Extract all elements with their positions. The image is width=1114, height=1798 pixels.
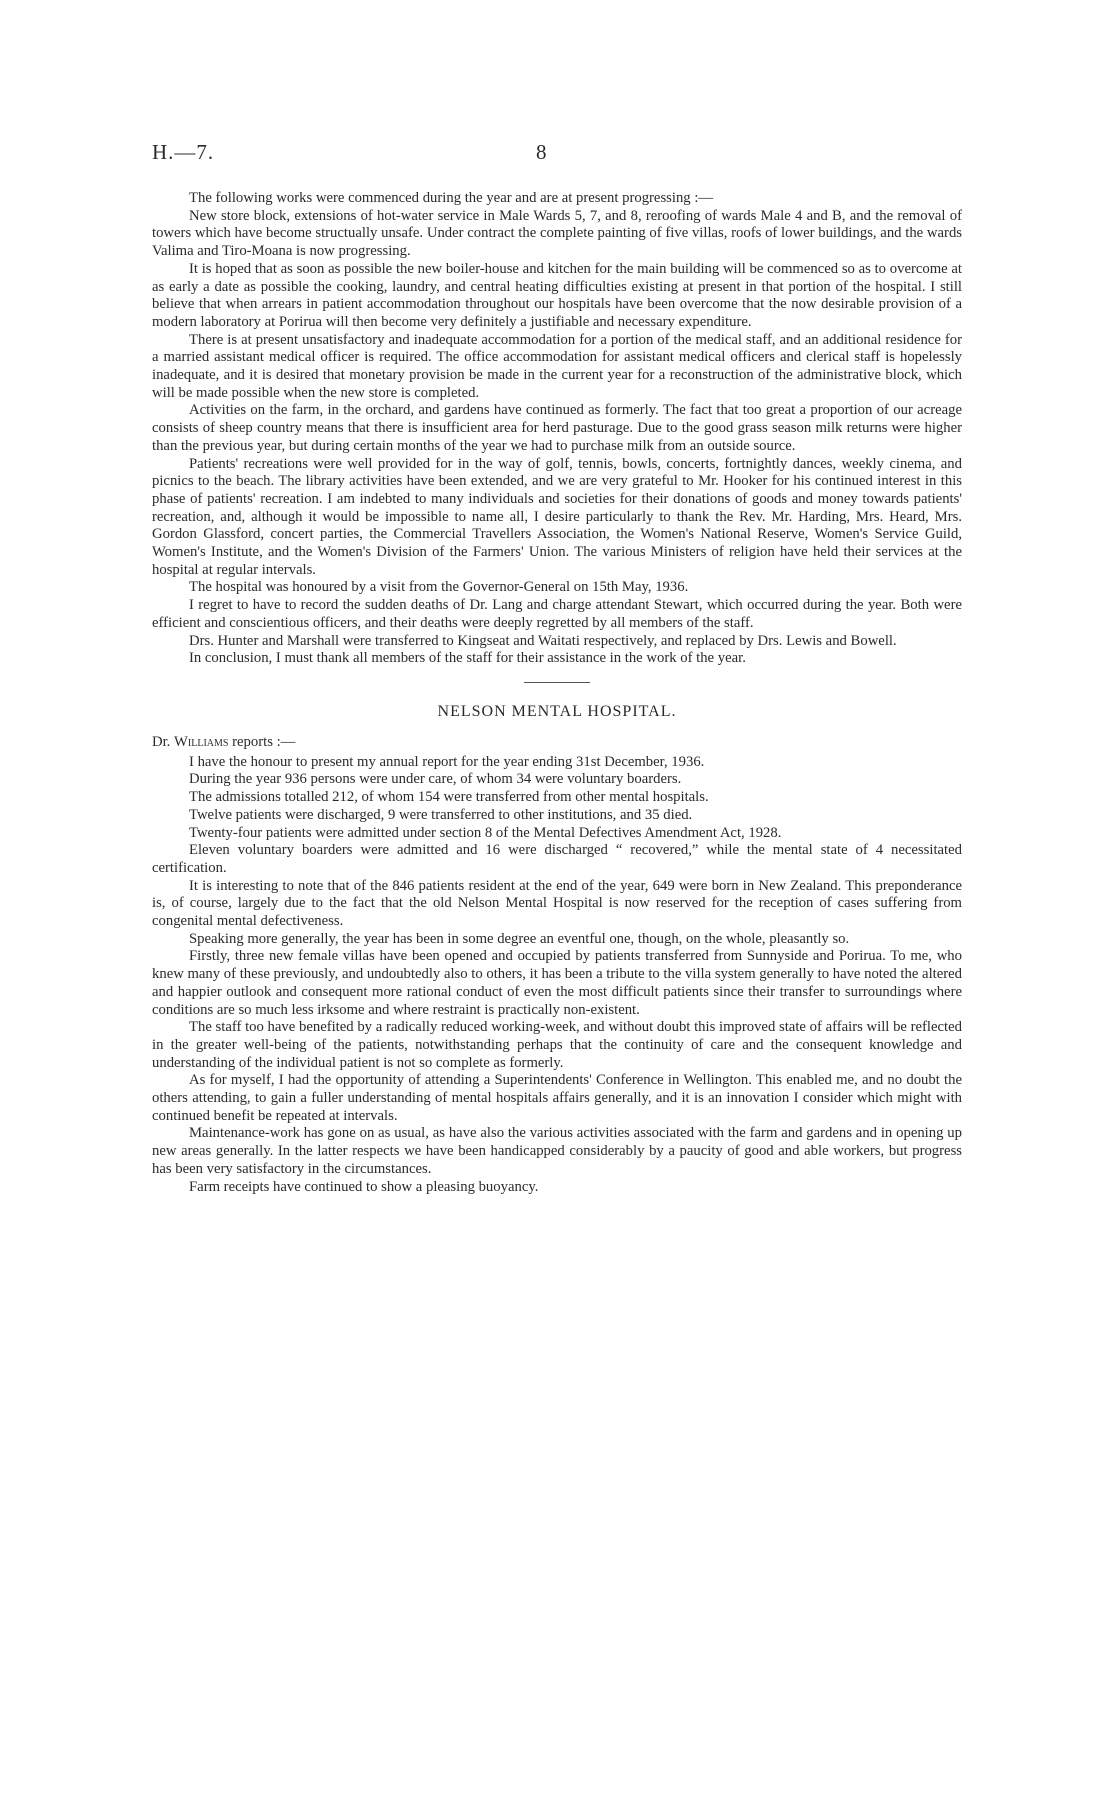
paragraph: The staff too have benefited by a radically reduced working-week, and without doubt this improved state of affairs will be reflected in the greater well-being of the patients, notwithstanding perhaps that the continuity of care and the consequent knowledge and understanding of the individual patient is not so complete as formerly. <box>152 1019 962 1071</box>
paragraph: Eleven voluntary boarders were admitted and 16 were discharged “ recovered,” while the mental state of 4 necessitated certification. <box>152 842 962 876</box>
paragraph: The admissions totalled 212, of whom 154 were transferred from other mental hospitals. <box>189 789 709 806</box>
paragraph: New store block, extensions of hot-water service in Male Wards 5, 7, and 8, reroofing of wards Male 4 and B, and the removal of towers which have become structually unsafe. Under contract the complete painting of five villas, roofs of lower buildings, and the wards Valima and Tiro-Moana is now progressing. <box>152 207 962 260</box>
paragraph: It is hoped that as soon as possible the new boiler-house and kitchen for the main building will be commenced so as to overcome at as early a date as possible the cooking, laundry, and central heating difficulties existing at present in that portion of the hospital. I still believe that when arrears in patient accommodation throughout our hospitals have been overcome that the now desirable provision of a modern laboratory at Porirua will then become very definitely a justifiable and necessary expenditure. <box>152 260 962 330</box>
paragraph: Activities on the farm, in the orchard, and gardens have continued as formerly. The fact that too great a proportion of our acreage consists of sheep country means that there is insufficient area for herd pasturage. Due to the good grass season milk returns were higher than the previous year, but during certain months of the year we had to purchase milk from an outside source. <box>152 402 962 454</box>
section-divider <box>524 682 590 683</box>
paragraph: Twenty-four patients were admitted under section 8 of the Mental Defectives Amendment Act, 1928. <box>189 824 782 841</box>
page-number: 8 <box>536 140 547 164</box>
reporter-suffix: reports :— <box>228 733 296 750</box>
document-reference: H.—7. <box>152 140 215 164</box>
paragraph: I have the honour to present my annual report for the year ending 31st December, 1936. <box>189 753 705 770</box>
paragraph: The hospital was honoured by a visit from the Governor-General on 15th May, 1936. <box>189 579 689 596</box>
paragraph: Patients' recreations were well provided for in the way of golf, tennis, bowls, concerts, fortnightly dances, weekly cinema, and picnics to the beach. The library activities have been extended, and we are very grateful to Mr. Hooker for his continued interest in this phase of patients' recreation. I am indebted to many individuals and societies for their donations of goods and money towards patients' recreation, and, although it would be impossible to name all, I desire particularly to thank the Rev. Mr. Harding, Mrs. Heard, Mrs. Gordon Glassford, concert parties, the Commercial Travellers Association, the Women's National Reserve, Women's Service Guild, Women's Institute, and the Women's Division of the Farmers' Union. The various Ministers of religion have held their services at the hospital at regular intervals. <box>152 455 962 578</box>
paragraph: There is at present unsatisfactory and inadequate accommodation for a portion of the medical staff, and an additional residence for a married assistant medical officer is required. The office accommodation for assistant medical officers and clerical staff is hopelessly inadequate, and it is desired that monetary provision be made in the current year for a reconstruction of the administrative block, which will be made possible when the new store is completed. <box>152 331 962 401</box>
paragraph: Firstly, three new female villas have been opened and occupied by patients transferred from Sunnyside and Porirua. To me, who knew many of these previously, and undoubtedly also to others, it has been a tribute to the villa system generally to have noted the altered and happier outlook and consequent more rational conduct of even the most difficult patients since their transfer to surroundings where conditions are so much less irksome and where restraint is practically non-existent. <box>152 948 962 1018</box>
paragraph: Maintenance-work has gone on as usual, as have also the various activities associated with the farm and gardens and in opening up new areas generally. In the latter respects we have been handicapped considerably by a paucity of good and able workers, but progress has been very satisfactory in the circumstances. <box>152 1125 962 1177</box>
paragraph: Speaking more generally, the year has been in some degree an eventful one, though, on the whole, pleasantly so. <box>189 930 850 947</box>
paragraph: Farm receipts have continued to show a pleasing buoyancy. <box>189 1178 539 1195</box>
section-title: NELSON MENTAL HOSPITAL. <box>437 702 677 720</box>
document-page <box>152 140 962 1196</box>
reporter-line <box>152 734 962 752</box>
paragraph: The following works were commenced during the year and are at present progressing :— <box>189 190 714 206</box>
reporter-name: Williams <box>174 733 229 750</box>
reporter-prefix: Dr. <box>152 733 175 750</box>
paragraph: During the year 936 persons were under care, of whom 34 were voluntary boarders. <box>189 771 682 788</box>
paragraph: Twelve patients were discharged, 9 were transferred to other institutions, and 35 died. <box>189 806 693 823</box>
paragraph: It is interesting to note that of the 846 patients resident at the end of the year, 649 were born in New Zealand. This preponderance is, of course, largely due to the fact that the old Nelson Mental Hospital is now reserved for the reception of cases suffering from congenital mental defectiveness. <box>152 877 962 930</box>
nelson-report-section <box>152 754 962 1197</box>
page-header <box>152 140 962 180</box>
paragraph: In conclusion, I must thank all members of the staff for their assistance in the work of the year. <box>189 650 746 667</box>
paragraph: Drs. Hunter and Marshall were transferred to Kingseat and Waitati respectively, and replaced by Drs. Lewis and Bowell. <box>189 632 897 649</box>
porirua-report-section <box>152 190 962 668</box>
paragraph: I regret to have to record the sudden deaths of Dr. Lang and charge attendant Stewart, which occurred during the year. Both were efficient and conscientious officers, and their deaths were deeply regretted by all members of the staff. <box>152 597 962 631</box>
paragraph: As for myself, I had the opportunity of attending a Superintendents' Conference in Wellington. This enabled me, and no doubt the others attending, to gain a fuller understanding of mental hospitals affairs generally, and it is an innovation I consider which might with continued benefit be repeated at intervals. <box>152 1072 962 1124</box>
